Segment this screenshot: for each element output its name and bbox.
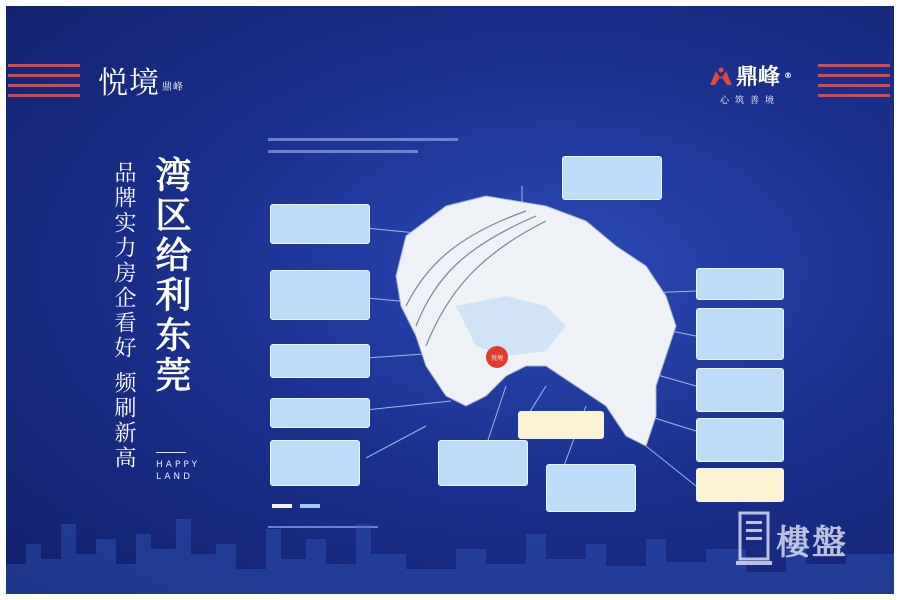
info-box-4 (270, 344, 370, 378)
watermark-text: 樓盤 (776, 522, 848, 563)
land-word: LAND (156, 472, 194, 482)
info-box-11 (696, 308, 784, 360)
info-box-8 (518, 411, 604, 439)
logo-left-name: 悦境 (98, 66, 160, 101)
info-box-6 (270, 440, 360, 486)
location-pin-icon (486, 346, 508, 368)
pin-label: 悦境 (490, 354, 503, 362)
info-box-12 (696, 368, 784, 412)
logo-right-tagline: 心筑善境 (720, 96, 781, 106)
info-box-13 (696, 418, 784, 462)
info-box-1 (562, 156, 662, 200)
info-box-7 (438, 440, 528, 486)
logo-left-sub: 鼎峰 (162, 81, 184, 93)
poster-frame (6, 6, 894, 594)
info-box-3 (270, 270, 370, 320)
info-box-2 (270, 204, 370, 244)
happy-word: HAPPY (156, 460, 201, 470)
headline-main: 湾区给利东莞 (150, 156, 192, 396)
registered-mark: ® (784, 71, 793, 80)
watermark (736, 511, 848, 567)
headline-sub: 品牌实力房企看好 频刷新高 (111, 161, 136, 471)
logo-right-brand: 鼎峰 (736, 65, 781, 90)
info-box-10 (696, 268, 784, 300)
building-icon (736, 511, 772, 567)
info-box-5 (270, 398, 370, 428)
